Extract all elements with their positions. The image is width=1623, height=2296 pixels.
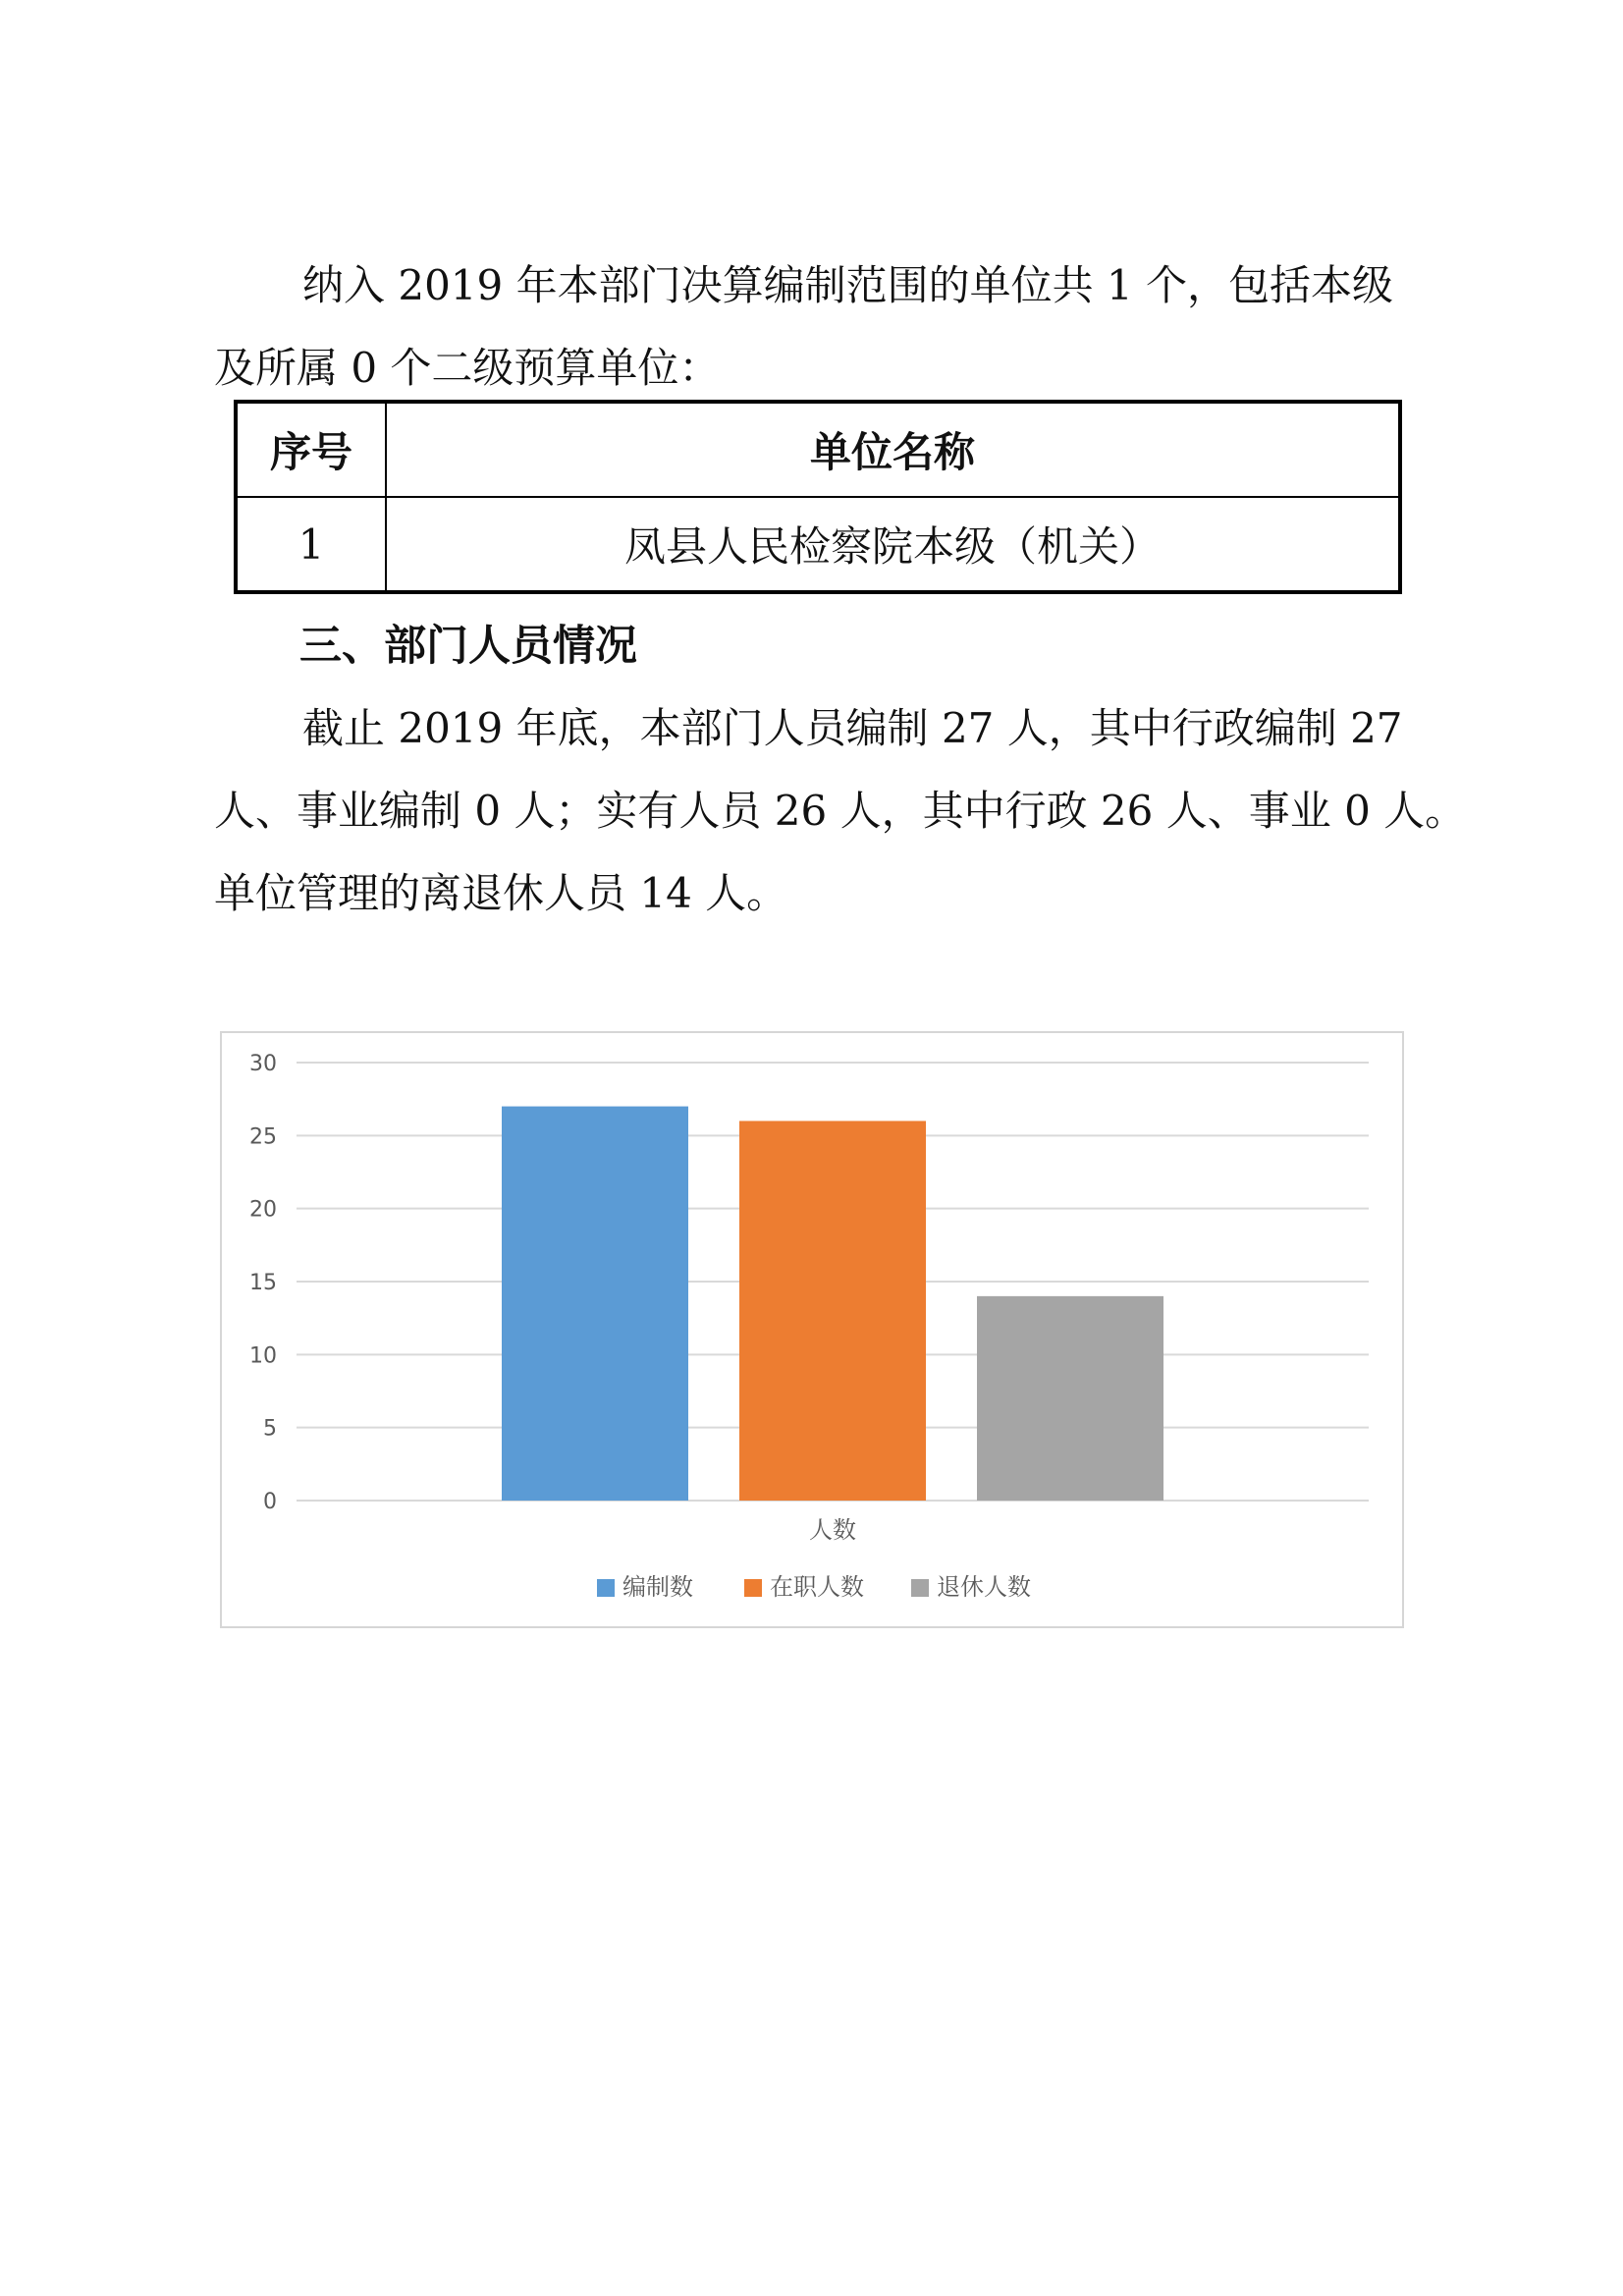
unit-table-header-index: 序号 <box>236 402 386 497</box>
legend-swatch-2 <box>744 1579 762 1597</box>
unit-table-cell-index: 1 <box>236 497 386 592</box>
staff-line-1: 截止 2019 年底，本部门人员编制 27 人，其中行政编制 27 <box>302 704 1403 752</box>
chart-canvas <box>222 1033 1406 1630</box>
intro-line-1: 纳入 2019 年本部门决算编制范围的单位共 1 个，包括本级 <box>302 261 1394 309</box>
unit-table-cell-name: 凤县人民检察院本级（机关） <box>386 497 1400 592</box>
legend-label-3: 退休人数 <box>937 1573 1031 1601</box>
legend-swatch-1 <box>597 1579 615 1597</box>
staff-line-3: 单位管理的离退休人员 14 人。 <box>214 869 788 917</box>
intro-paragraph <box>214 245 1428 410</box>
y-tick-label: 20 <box>249 1197 277 1223</box>
y-tick-label: 0 <box>263 1490 277 1514</box>
staff-bar-chart <box>220 1031 1404 1628</box>
x-category-label: 人数 <box>809 1516 856 1544</box>
intro-line-2: 及所属 0 个二级预算单位： <box>214 344 721 392</box>
unit-table <box>234 400 1402 594</box>
y-tick-label: 10 <box>249 1343 277 1369</box>
staff-line-2: 人、事业编制 0 人；实有人员 26 人，其中行政 26 人、事业 0 人。 <box>214 787 1467 835</box>
legend-label-2: 在职人数 <box>770 1573 864 1601</box>
bar-1 <box>502 1107 688 1501</box>
legend-swatch-3 <box>911 1579 929 1597</box>
staff-paragraph <box>214 687 1467 935</box>
bar-3 <box>977 1296 1163 1501</box>
legend-label-1: 编制数 <box>622 1573 693 1601</box>
unit-table-header-name: 单位名称 <box>386 402 1400 497</box>
y-tick-label: 5 <box>263 1416 277 1442</box>
table-row <box>236 497 1400 592</box>
y-tick-label: 15 <box>249 1271 277 1295</box>
section-heading: 三、部门人员情况 <box>299 622 637 671</box>
y-tick-label: 30 <box>249 1052 277 1076</box>
bar-2 <box>739 1121 926 1501</box>
y-tick-label: 25 <box>249 1124 277 1150</box>
unit-table-header-row <box>236 402 1400 497</box>
